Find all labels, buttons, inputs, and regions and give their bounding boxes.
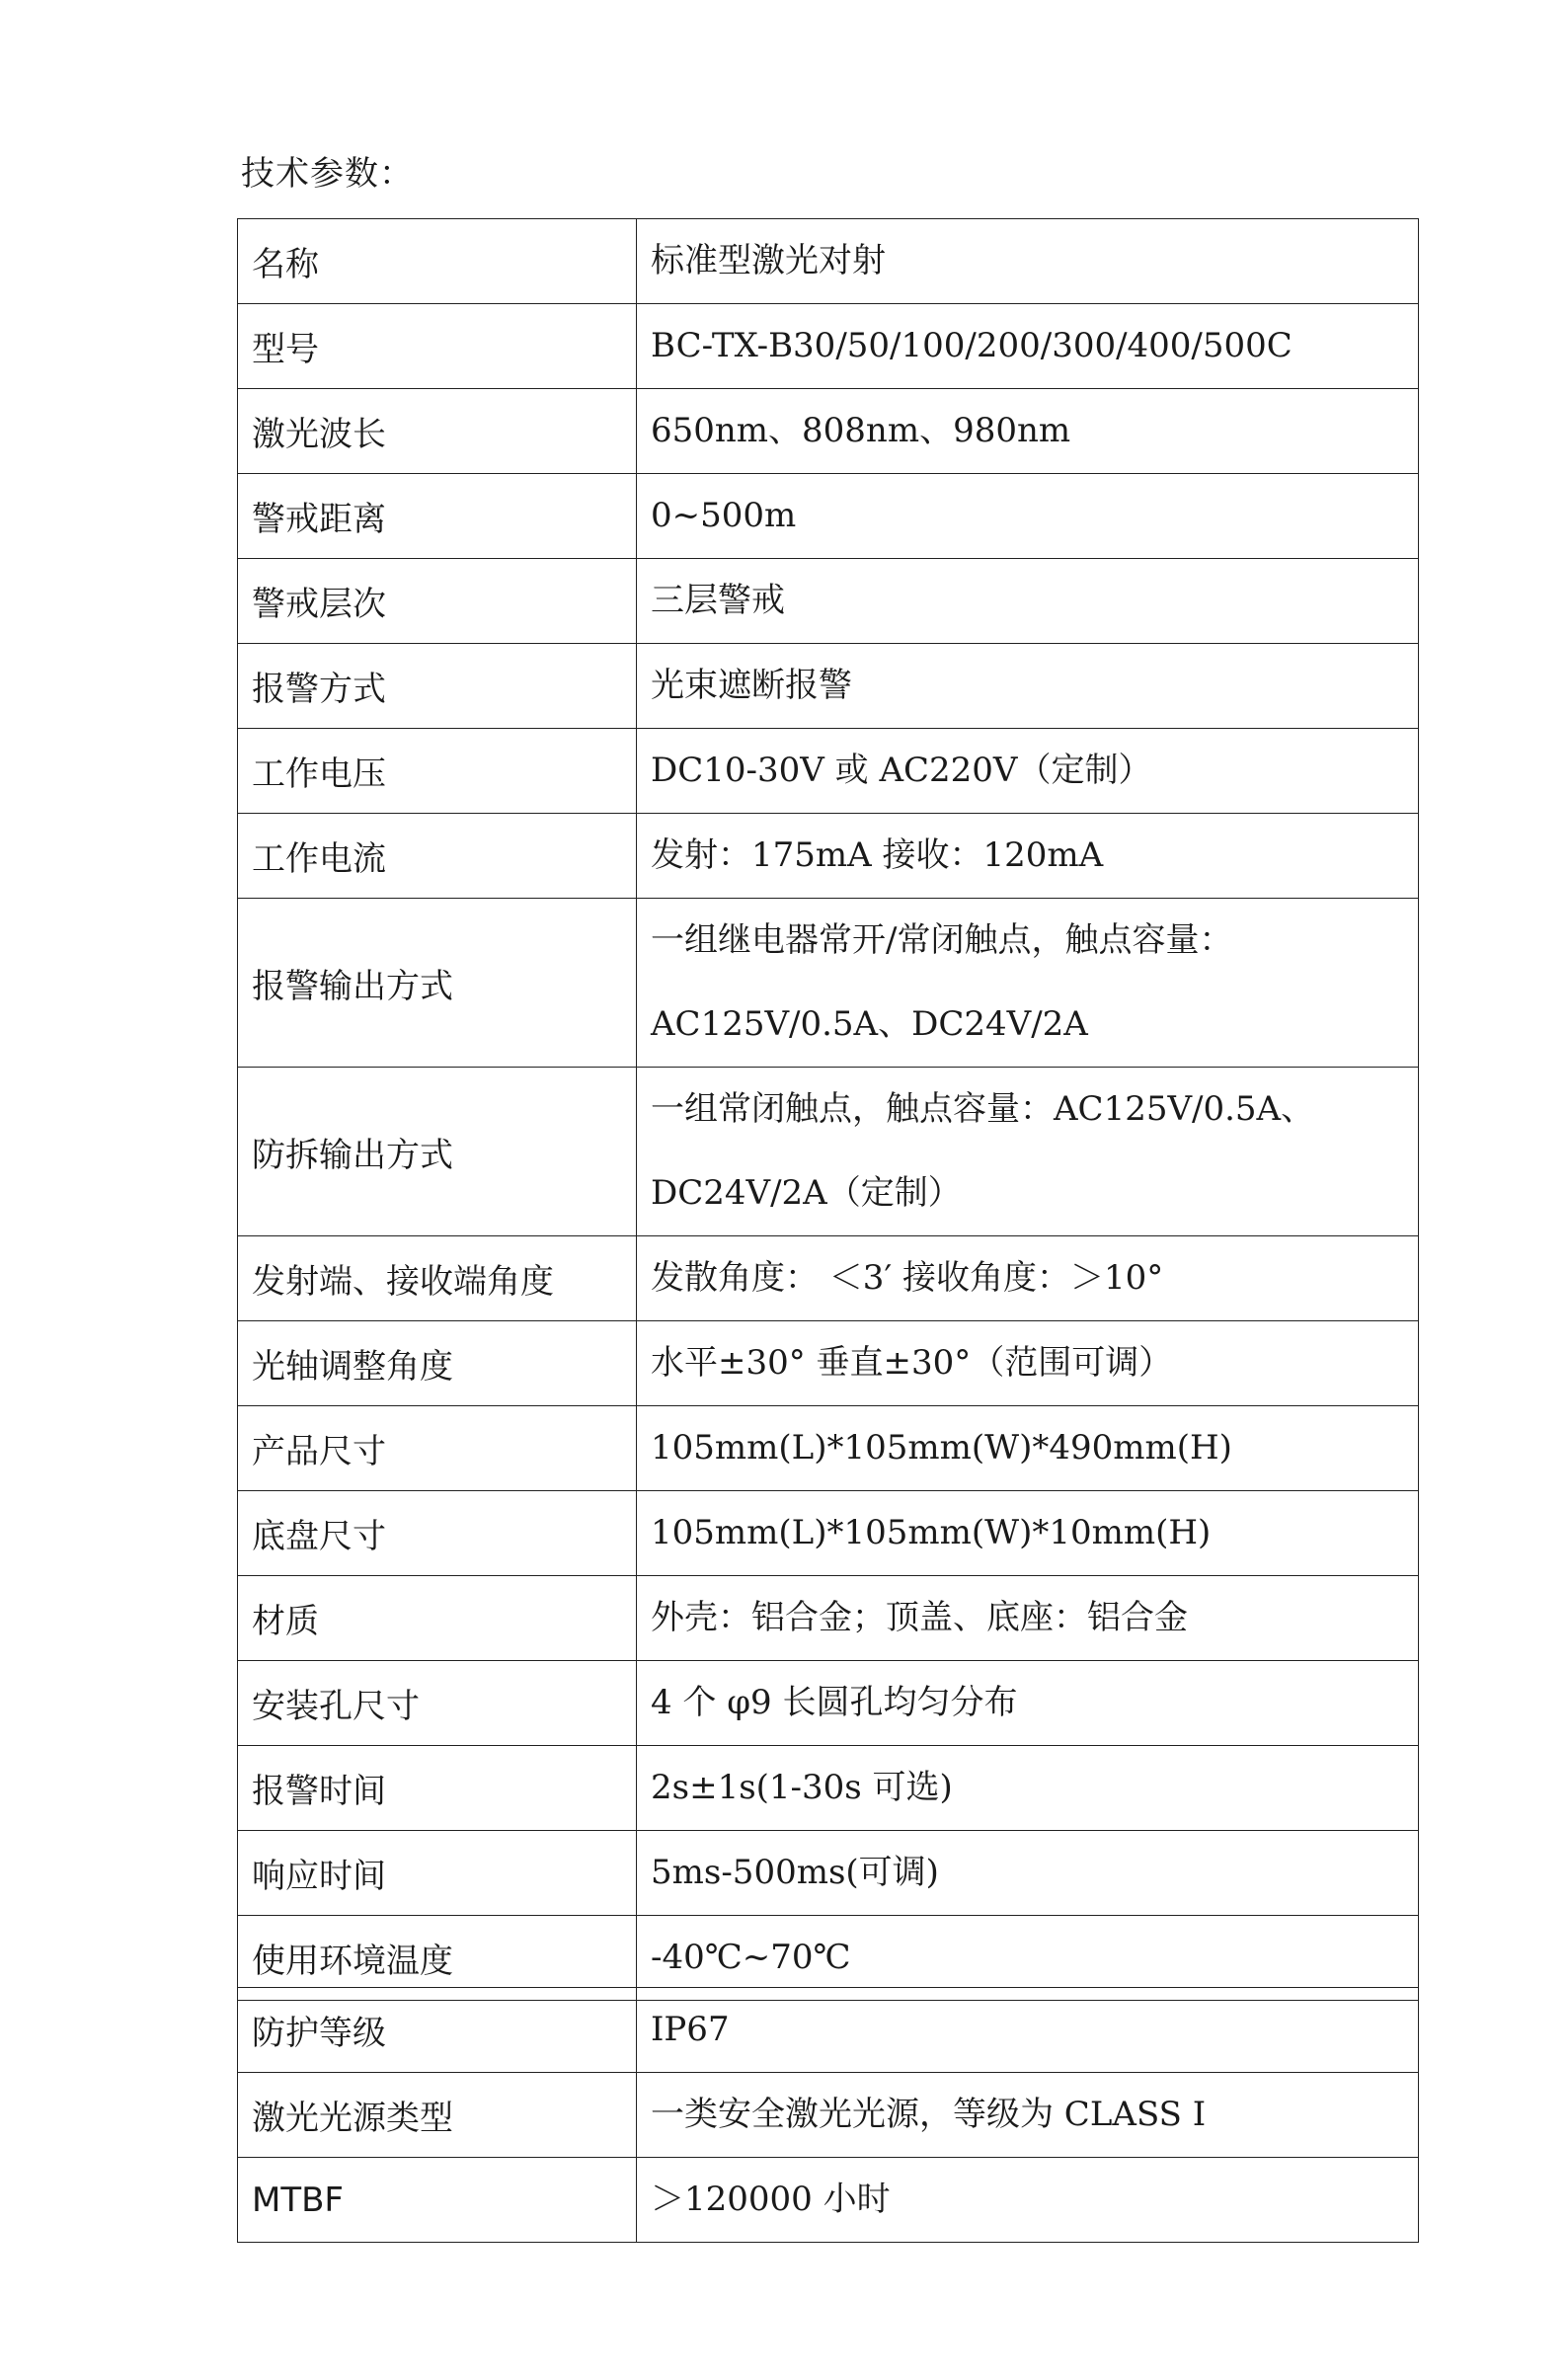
param-value-line: 105mm(L)*105mm(W)*490mm(H) — [651, 1428, 1232, 1468]
param-label: 响应时间 — [238, 1831, 637, 1916]
param-label: 底盘尺寸 — [238, 1491, 637, 1576]
table-row — [238, 1491, 1419, 1576]
param-value-line: 650nm、808nm、980nm — [651, 411, 1071, 450]
param-value — [637, 1491, 1419, 1576]
table-row — [238, 1321, 1419, 1406]
table-row — [238, 1746, 1419, 1831]
param-value — [637, 1236, 1419, 1321]
table-row — [238, 219, 1419, 304]
table-row — [238, 1988, 1419, 2073]
param-label: 材质 — [238, 1576, 637, 1661]
param-value — [637, 1831, 1419, 1916]
param-value — [637, 1576, 1419, 1661]
param-label: 工作电压 — [238, 729, 637, 814]
table-row — [238, 1576, 1419, 1661]
param-value — [637, 1068, 1419, 1236]
param-label: 防拆输出方式 — [238, 1068, 637, 1236]
param-label: 激光波长 — [238, 389, 637, 474]
param-label: 发射端、接收端角度 — [238, 1236, 637, 1321]
param-label: 使用环境温度 — [238, 1916, 637, 2001]
param-value — [637, 729, 1419, 814]
param-value-line: 0~500m — [651, 496, 797, 535]
param-value-line: 5ms-500ms(可调) — [651, 1853, 939, 1892]
table-row — [238, 2073, 1419, 2158]
spec-table — [237, 218, 1419, 2001]
param-label: 安装孔尺寸 — [238, 1661, 637, 1746]
param-value — [637, 1321, 1419, 1406]
table-row — [238, 389, 1419, 474]
param-value-line: 光束遮断报警 — [651, 666, 852, 705]
param-label: 报警输出方式 — [238, 899, 637, 1068]
param-value — [637, 1988, 1419, 2073]
param-value-line: ＞120000 小时 — [651, 2180, 891, 2219]
param-value-line: 发散角度： ＜3′ 接收角度：＞10° — [651, 1258, 1164, 1298]
param-value-line: 4 个 φ9 长圆孔均匀分布 — [651, 1683, 1018, 1722]
param-value — [637, 219, 1419, 304]
param-value-line: 外壳：铝合金；顶盖、底座：铝合金 — [651, 1598, 1188, 1637]
table-row — [238, 1406, 1419, 1491]
param-value — [637, 2158, 1419, 2243]
param-value — [637, 1746, 1419, 1831]
table-row — [238, 729, 1419, 814]
param-label: 光轴调整角度 — [238, 1321, 637, 1406]
table-row — [238, 1068, 1419, 1236]
param-value — [637, 899, 1419, 1068]
param-value — [637, 644, 1419, 729]
spec-table-body — [238, 1988, 1419, 2243]
param-value-line: DC24V/2A（定制） — [651, 1173, 962, 1213]
param-label: 报警方式 — [238, 644, 637, 729]
param-value — [637, 1406, 1419, 1491]
param-value-line: 一组继电器常开/常闭触点，触点容量： — [651, 920, 1233, 960]
table-row — [238, 1661, 1419, 1746]
spec-table-continued — [237, 1987, 1419, 2243]
param-value-line: DC10-30V 或 AC220V（定制） — [651, 751, 1152, 790]
param-value — [637, 1661, 1419, 1746]
table-row — [238, 1831, 1419, 1916]
param-value-line: BC-TX-B30/50/100/200/300/400/500C — [651, 326, 1293, 365]
param-value — [637, 304, 1419, 389]
param-label: 工作电流 — [238, 814, 637, 899]
section-heading: 技术参数： — [241, 154, 414, 194]
table-row — [238, 899, 1419, 1068]
param-label: 名称 — [238, 219, 637, 304]
param-value-line: 发射：175mA 接收：120mA — [651, 835, 1104, 875]
table-row — [238, 644, 1419, 729]
param-value-line: 标准型激光对射 — [651, 241, 886, 280]
param-value — [637, 474, 1419, 559]
table-row — [238, 2158, 1419, 2243]
param-label: 报警时间 — [238, 1746, 637, 1831]
param-value-line: 105mm(L)*105mm(W)*10mm(H) — [651, 1513, 1212, 1552]
param-value-line: 水平±30° 垂直±30°（范围可调） — [651, 1343, 1173, 1383]
spec-table-body — [238, 219, 1419, 2001]
param-value — [637, 814, 1419, 899]
param-value-line: 三层警戒 — [651, 581, 785, 620]
table-row — [238, 1236, 1419, 1321]
table-row — [238, 304, 1419, 389]
param-label: 型号 — [238, 304, 637, 389]
param-value-line: -40℃~70℃ — [651, 1938, 851, 1977]
param-label: 防护等级 — [238, 1988, 637, 2073]
param-value-line: 2s±1s(1-30s 可选) — [651, 1768, 953, 1807]
table-row — [238, 559, 1419, 644]
param-label: 激光光源类型 — [238, 2073, 637, 2158]
param-label: 产品尺寸 — [238, 1406, 637, 1491]
param-value-line: 一类安全激光光源，等级为 CLASS I — [651, 2095, 1207, 2134]
param-label: 警戒距离 — [238, 474, 637, 559]
param-value — [637, 389, 1419, 474]
table-row — [238, 474, 1419, 559]
param-label: MTBF — [238, 2158, 637, 2243]
param-value-line: IP67 — [651, 2010, 730, 2049]
param-value-line: 一组常闭触点，触点容量：AC125V/0.5A、 — [651, 1089, 1315, 1129]
param-label: 警戒层次 — [238, 559, 637, 644]
param-value — [637, 2073, 1419, 2158]
table-row — [238, 814, 1419, 899]
param-value — [637, 559, 1419, 644]
param-value-line: AC125V/0.5A、DC24V/2A — [651, 1004, 1088, 1044]
